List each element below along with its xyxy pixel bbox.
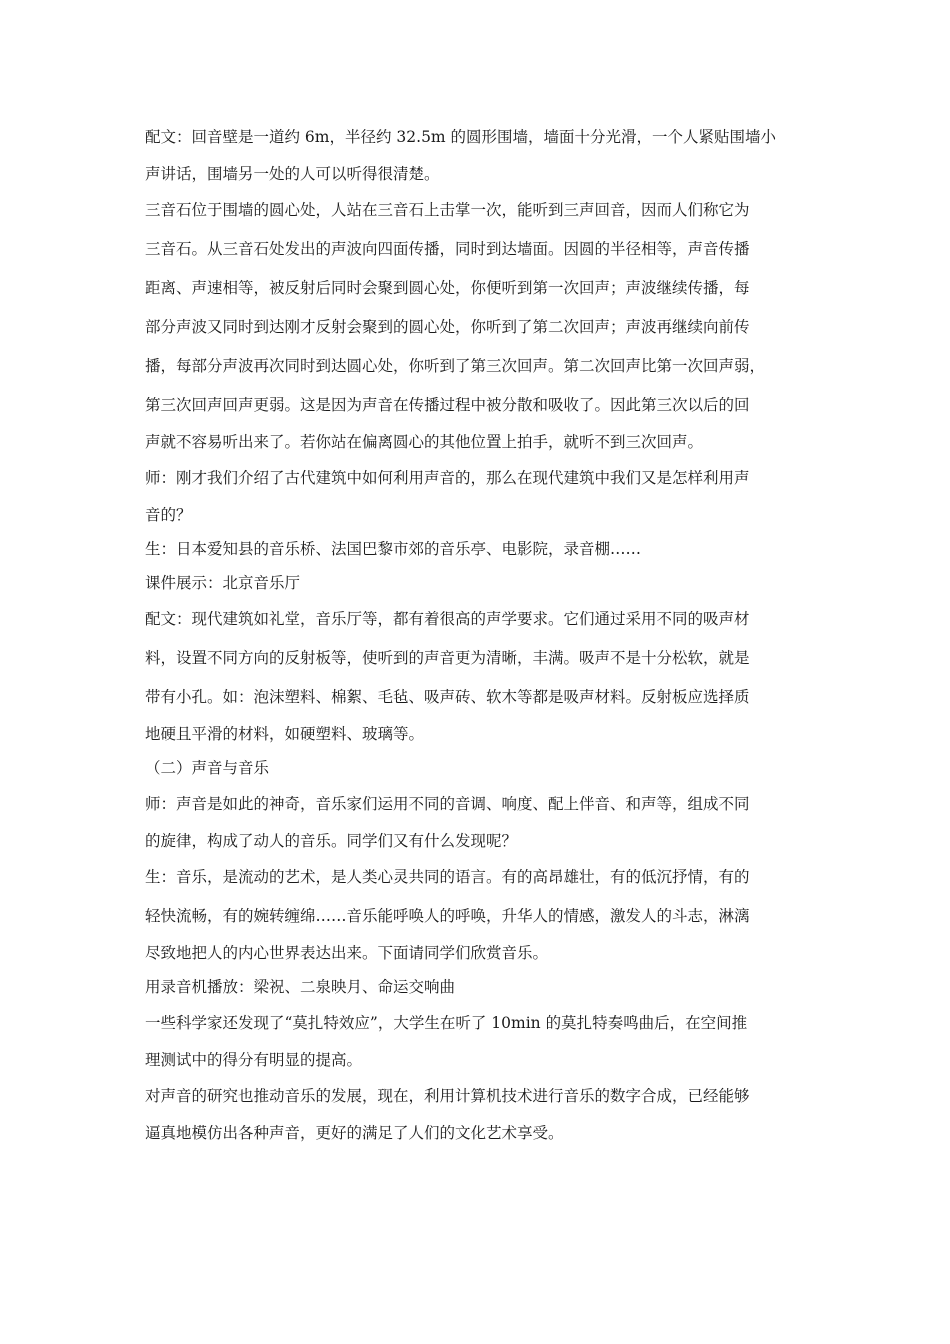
text-line: 课件展示：北京音乐厅 <box>145 574 301 592</box>
text-line: 师：声音是如此的神奇，音乐家们运用不同的音调、响度、配上伴音、和声等，组成不同 <box>145 795 750 813</box>
text-line: 音的？ <box>145 506 192 524</box>
text-line: 生：日本爱知县的音乐桥、法国巴黎市郊的音乐亭、电影院，录音棚…… <box>145 540 642 558</box>
text-line: 配文：回音壁是一道约 6m，半径约 32.5m 的圆形围墙，墙面十分光滑，一个人紧贴围墙小 <box>145 128 777 146</box>
paragraph <box>145 1077 815 1150</box>
text-line: 用录音机播放：梁祝、二泉映月、命运交响曲 <box>145 978 456 996</box>
text-line: 生：音乐，是流动的艺术，是人类心灵共同的语言。有的高昂雄壮，有的低沉抒情，有的 <box>145 868 750 886</box>
text-line: 配文：现代建筑如礼堂，音乐厅等，都有着很高的声学要求。它们通过采用不同的吸声材 <box>145 610 750 628</box>
text-line: 三音石。从三音石处发出的声波向四面传播，同时到达墙面。因圆的半径相等，声音传播 <box>145 240 750 258</box>
text-line: 对声音的研究也推动音乐的发展，现在，利用计算机技术进行音乐的数字合成，已经能够 <box>145 1087 750 1105</box>
text-line: 尽致地把人的内心世界表达出来。下面请同学们欣赏音乐。 <box>145 944 549 962</box>
text-line: 理测试中的得分有明显的提高。 <box>145 1051 363 1069</box>
paragraph <box>145 751 815 785</box>
text-line: 轻快流畅，有的婉转缠绵……音乐能呼唤人的呼唤，升华人的情感，激发人的斗志，淋漓 <box>145 907 750 925</box>
paragraph <box>145 970 815 1004</box>
text-line: 部分声波又同时到达刚才反射会聚到的圆心处，你听到了第二次回声；声波再继续向前传 <box>145 318 750 336</box>
text-line: 地硬且平滑的材料，如硬塑料、玻璃等。 <box>145 725 425 743</box>
text-line: 逼真地模仿出各种声音，更好的满足了人们的文化艺术享受。 <box>145 1124 564 1142</box>
paragraph <box>145 459 815 532</box>
paragraph <box>145 858 815 970</box>
paragraph <box>145 532 815 566</box>
text-line: 一些科学家还发现了“莫扎特效应”，大学生在听了 10min 的莫扎特奏鸣曲后，在空间推 <box>145 1014 748 1032</box>
text-line: 声就不容易听出来了。若你站在偏离圆心的其他位置上拍手，就听不到三次回声。 <box>145 433 704 451</box>
text-line: 三音石位于围墙的圆心处，人站在三音石上击掌一次，能听到三声回音，因而人们称它为 <box>145 201 750 219</box>
paragraph <box>145 1004 815 1077</box>
paragraph <box>145 785 815 858</box>
text-line: （二）声音与音乐 <box>145 759 270 777</box>
text-line: 师：刚才我们介绍了古代建筑中如何利用声音的，那么在现代建筑中我们又是怎样利用声 <box>145 469 750 487</box>
text-line: 料，设置不同方向的反射板等，使听到的声音更为清晰，丰满。吸声不是十分松软，就是 <box>145 649 750 667</box>
paragraph <box>145 566 815 600</box>
text-line: 的旋律，构成了动人的音乐。同学们又有什么发现呢？ <box>145 832 518 850</box>
text-line: 距离、声速相等，被反射后同时会聚到圆心处，你便听到第一次回声；声波继续传播，每 <box>145 279 750 297</box>
text-line: 声讲话，围墙另一处的人可以听得很清楚。 <box>145 165 440 183</box>
paragraph <box>145 118 815 191</box>
text-line: 带有小孔。如：泡沫塑料、棉絮、毛毡、吸声砖、软木等都是吸声材料。反射板应选择质 <box>145 688 750 706</box>
text-line: 播，每部分声波再次同时到达圆心处，你听到了第三次回声。第二次回声比第一次回声弱， <box>145 357 766 375</box>
paragraph <box>145 191 815 459</box>
paragraph <box>145 600 815 751</box>
document-body <box>145 118 815 1150</box>
text-line: 第三次回声回声更弱。这是因为声音在传播过程中被分散和吸收了。因此第三次以后的回 <box>145 396 750 414</box>
